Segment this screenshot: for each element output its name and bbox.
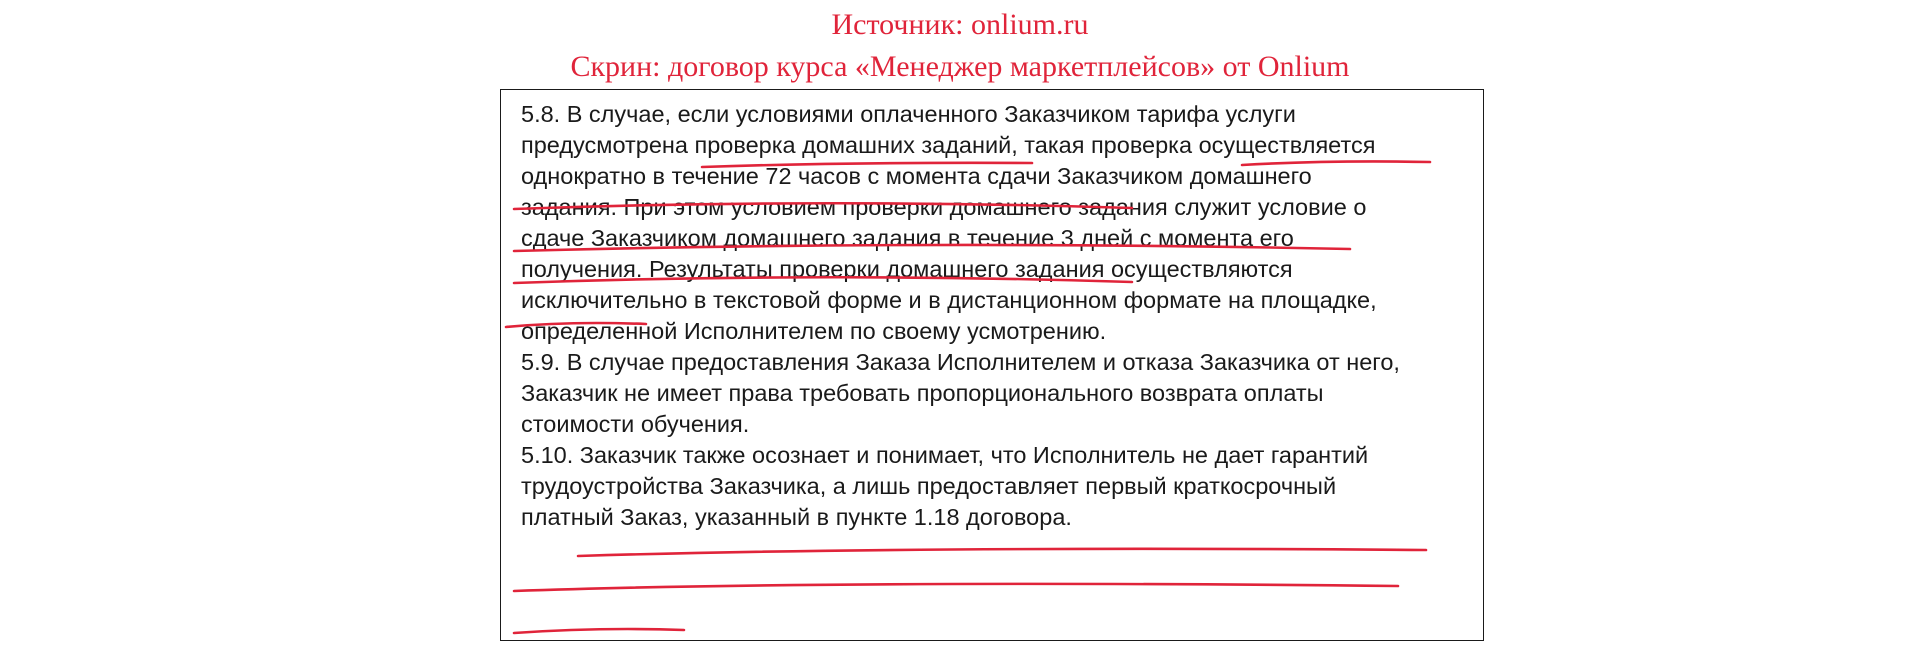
screenshot-caption: Скрин: договор курса «Менеджер маркетплейсов» от Onlium bbox=[570, 50, 1350, 83]
contract-line: 5.9. В случае предоставления Заказа Исполнителем и отказа Заказчика от него, bbox=[521, 349, 1400, 375]
contract-line: Заказчик не имеет права требовать пропорционального возврата оплаты bbox=[521, 380, 1324, 406]
contract-line: исключительно в текстовой форме и в дистанционном формате на площадке, bbox=[521, 287, 1377, 313]
contract-line: 5.8. В случае, если условиями оплаченного Заказчиком тарифа услуги bbox=[521, 101, 1296, 127]
contract-line: однократно в течение 72 часов с момента сдачи Заказчиком домашнего bbox=[521, 163, 1312, 189]
contract-line: платный Заказ, указанный в пункте 1.18 договора. bbox=[521, 504, 1072, 530]
contract-line: трудоустройства Заказчика, а лишь предоставляет первый краткосрочный bbox=[521, 473, 1337, 499]
contract-line: стоимости обучения. bbox=[521, 411, 750, 437]
contract-line: 5.10. Заказчик также осознает и понимает, что Исполнитель не дает гарантий bbox=[521, 442, 1369, 468]
contract-line: задания. При этом условием проверки домашнего задания служит условие о bbox=[521, 194, 1367, 220]
source-caption: Источник: onlium.ru bbox=[831, 8, 1089, 41]
contract-line: предусмотрена проверка домашних заданий, такая проверка осуществляется bbox=[521, 132, 1376, 158]
contract-excerpt bbox=[500, 89, 1484, 641]
contract-line: сдаче Заказчиком домашнего задания в течение 3 дней с момента его bbox=[521, 225, 1294, 251]
contract-line: определенной Исполнителем по своему усмотрению. bbox=[521, 318, 1107, 344]
contract-line: получения. Результаты проверки домашнего задания осуществляются bbox=[521, 256, 1293, 282]
